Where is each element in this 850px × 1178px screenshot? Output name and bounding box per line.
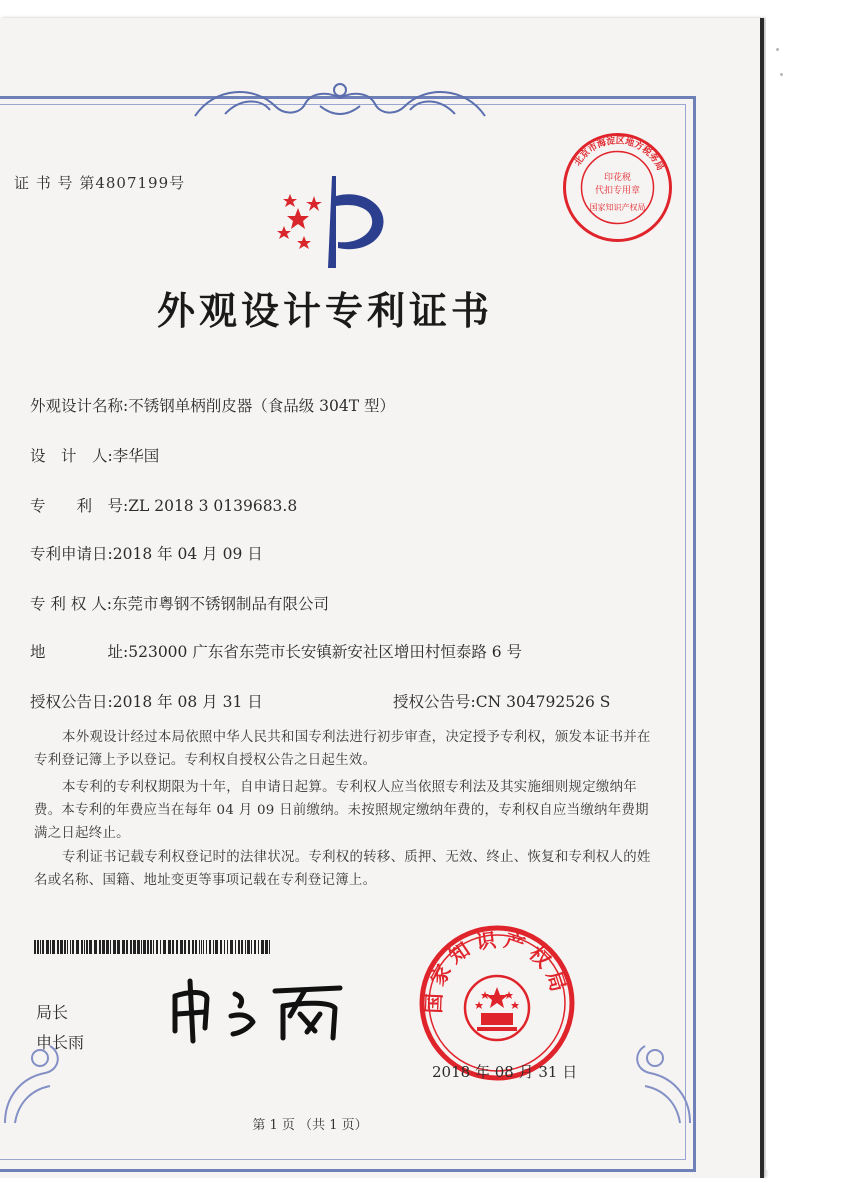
- barcode-bar: [206, 940, 207, 954]
- barcode-bar: [150, 940, 152, 954]
- barcode-bar: [192, 940, 194, 954]
- seal-center-text: 国家知识产权局: [589, 203, 646, 212]
- field-value: CN 304792526 S: [475, 693, 611, 711]
- barcode-icon: [34, 940, 274, 954]
- barcode-bar: [70, 940, 71, 954]
- barcode-bar: [247, 940, 250, 954]
- barcode-bar: [130, 940, 132, 954]
- field-value: 不锈钢单柄削皮器（食品级 304T 型）: [128, 397, 396, 415]
- barcode-bar: [99, 940, 101, 954]
- barcode-bar: [81, 940, 83, 954]
- barcode-bar: [269, 940, 270, 954]
- barcode-bar: [224, 940, 225, 954]
- barcode-bar: [126, 940, 128, 954]
- barcode-bar: [42, 940, 44, 954]
- barcode-bar: [137, 940, 140, 954]
- field-label: 专 利 号:: [30, 497, 129, 515]
- body-paragraph: 专利证书记载专利权登记时的法律状况。专利权的转移、质押、无效、终止、恢复和专利权人的姓名或名称、国籍、地址变更等事项记载在专利登记簿上。: [34, 850, 651, 888]
- field-label: 专 利 权 人:: [30, 595, 113, 613]
- barcode-bar: [60, 940, 63, 954]
- barcode-bar: [258, 940, 259, 954]
- barcode-bar: [199, 940, 200, 954]
- barcode-bar: [195, 940, 197, 954]
- field-value: 东莞市粤钢不锈钢制品有限公司: [112, 595, 330, 613]
- barcode-bar: [86, 940, 88, 954]
- certificate-sheet: [0, 18, 764, 1178]
- barcode-bar: [40, 940, 41, 954]
- barcode-bar: [265, 940, 268, 954]
- field-label: 外观设计名称:: [30, 397, 129, 415]
- barcode-bar: [209, 940, 211, 954]
- barcode-bar: [180, 940, 183, 954]
- barcode-bar: [67, 940, 68, 954]
- director-title: 局长: [36, 1003, 69, 1022]
- barcode-bar: [238, 940, 240, 954]
- certificate-number-label: 证 书 号: [14, 174, 74, 192]
- barcode-bar: [215, 940, 218, 954]
- barcode-bar: [230, 940, 233, 954]
- field-value: 2018 年 04 月 09 日: [112, 545, 263, 563]
- certificate-number: [14, 172, 185, 193]
- barcode-bar: [110, 940, 111, 954]
- barcode-bar: [50, 940, 51, 954]
- ornament-scroll-icon: [185, 76, 495, 126]
- certificate-title: 外观设计专利证书: [156, 288, 493, 333]
- scan-speck: [780, 73, 783, 76]
- scan-margin: [766, 0, 850, 1170]
- field-label: 设 计 人:: [30, 447, 113, 465]
- barcode-bar: [188, 940, 190, 954]
- field-label: 授权公告日:: [30, 693, 113, 711]
- director-name: 申长雨: [36, 1033, 85, 1052]
- certificate-number-value: 第4807199号: [79, 174, 186, 192]
- barcode-bar: [254, 940, 256, 954]
- field-patentee: [30, 592, 329, 614]
- seal-center-text: 印花税: [603, 173, 632, 183]
- barcode-bar: [64, 940, 66, 954]
- field-label: 授权公告号:: [393, 693, 476, 711]
- field-patent-number: [30, 494, 297, 516]
- barcode-bar: [245, 940, 246, 954]
- barcode-bar: [147, 940, 149, 954]
- barcode-bar: [143, 940, 146, 954]
- barcode-bar: [184, 940, 186, 954]
- barcode-bar: [235, 940, 236, 954]
- seal-center-text: 代扣专用章: [594, 186, 641, 196]
- barcode-bar: [261, 940, 264, 954]
- field-value: 523000 广东省东莞市长安镇新安社区增田村恒泰路 6 号: [128, 643, 523, 661]
- barcode-bar: [106, 940, 109, 954]
- barcode-bar: [46, 940, 49, 954]
- barcode-bar: [227, 940, 228, 954]
- barcode-bar: [251, 940, 252, 954]
- field-value: 李华国: [112, 447, 160, 465]
- field-application-date: [30, 542, 263, 564]
- field-address: [30, 640, 522, 662]
- field-value: ZL 2018 3 0139683.8: [128, 497, 298, 515]
- barcode-bar: [117, 940, 120, 954]
- barcode-bar: [220, 940, 222, 954]
- barcode-bar: [203, 940, 204, 954]
- signature-icon: [165, 976, 365, 1046]
- barcode-bar: [122, 940, 125, 954]
- ornament-corner-icon: [625, 1038, 695, 1128]
- barcode-bar: [153, 940, 154, 954]
- barcode-bar: [168, 940, 171, 954]
- field-design-name: [30, 394, 395, 416]
- page-footer: 第 1 页 （共 1 页）: [252, 1118, 368, 1133]
- barcode-bar: [176, 940, 178, 954]
- barcode-bar: [37, 940, 39, 954]
- barcode-bar: [201, 940, 202, 954]
- barcode-bar: [133, 940, 136, 954]
- barcode-bar: [113, 940, 116, 954]
- field-label: 专利申请日:: [30, 545, 113, 563]
- barcode-bar: [76, 940, 79, 954]
- barcode-bar: [241, 940, 243, 954]
- issue-date: 2018 年 08 月 31 日: [432, 1063, 578, 1081]
- tax-stamp-seal-icon: [560, 130, 675, 245]
- seal-ring-text: 国家知识产权局: [421, 926, 573, 1014]
- barcode-bar: [52, 940, 55, 954]
- barcode-bar: [34, 940, 36, 954]
- field-announcement-date: [30, 690, 263, 712]
- field-value: 2018 年 08 月 31 日: [112, 693, 263, 711]
- field-designer: [30, 444, 159, 466]
- cnipa-official-seal-icon: [417, 923, 577, 1083]
- barcode-bar: [72, 940, 74, 954]
- barcode-bar: [163, 940, 166, 954]
- barcode-bar: [156, 940, 158, 954]
- seal-ring-text: 北京市海淀区地方税务局: [572, 136, 665, 173]
- field-label: 地 址:: [30, 643, 129, 661]
- barcode-bar: [172, 940, 174, 954]
- barcode-bar: [102, 940, 105, 954]
- barcode-bar: [213, 940, 214, 954]
- svg-text:北京市海淀区地方税务局: [571, 134, 665, 172]
- barcode-bar: [160, 940, 161, 954]
- field-announcement-number: [393, 690, 610, 712]
- body-paragraph: 本专利的专利权期限为十年，自申请日起算。专利权人应当依照专利法及其实施细则规定缴纳年费。本专利的年费应当在每年 04 月 09 日前缴纳。未按照规定缴纳年费的，专利权自应当缴纳年费期满之日起终止。: [34, 780, 649, 841]
- barcode-bar: [141, 940, 142, 954]
- barcode-bar: [89, 940, 92, 954]
- barcode-bar: [84, 940, 85, 954]
- body-paragraph: 本外观设计经过本局依照中华人民共和国专利法进行初步审查，决定授予专利权，颁发本证书并在专利登记簿上予以登记。专利权自授权公告之日起生效。: [34, 730, 651, 768]
- cnipa-emblem-icon: [270, 168, 400, 278]
- barcode-bar: [94, 940, 97, 954]
- scan-speck: [776, 48, 779, 51]
- barcode-bar: [57, 940, 59, 954]
